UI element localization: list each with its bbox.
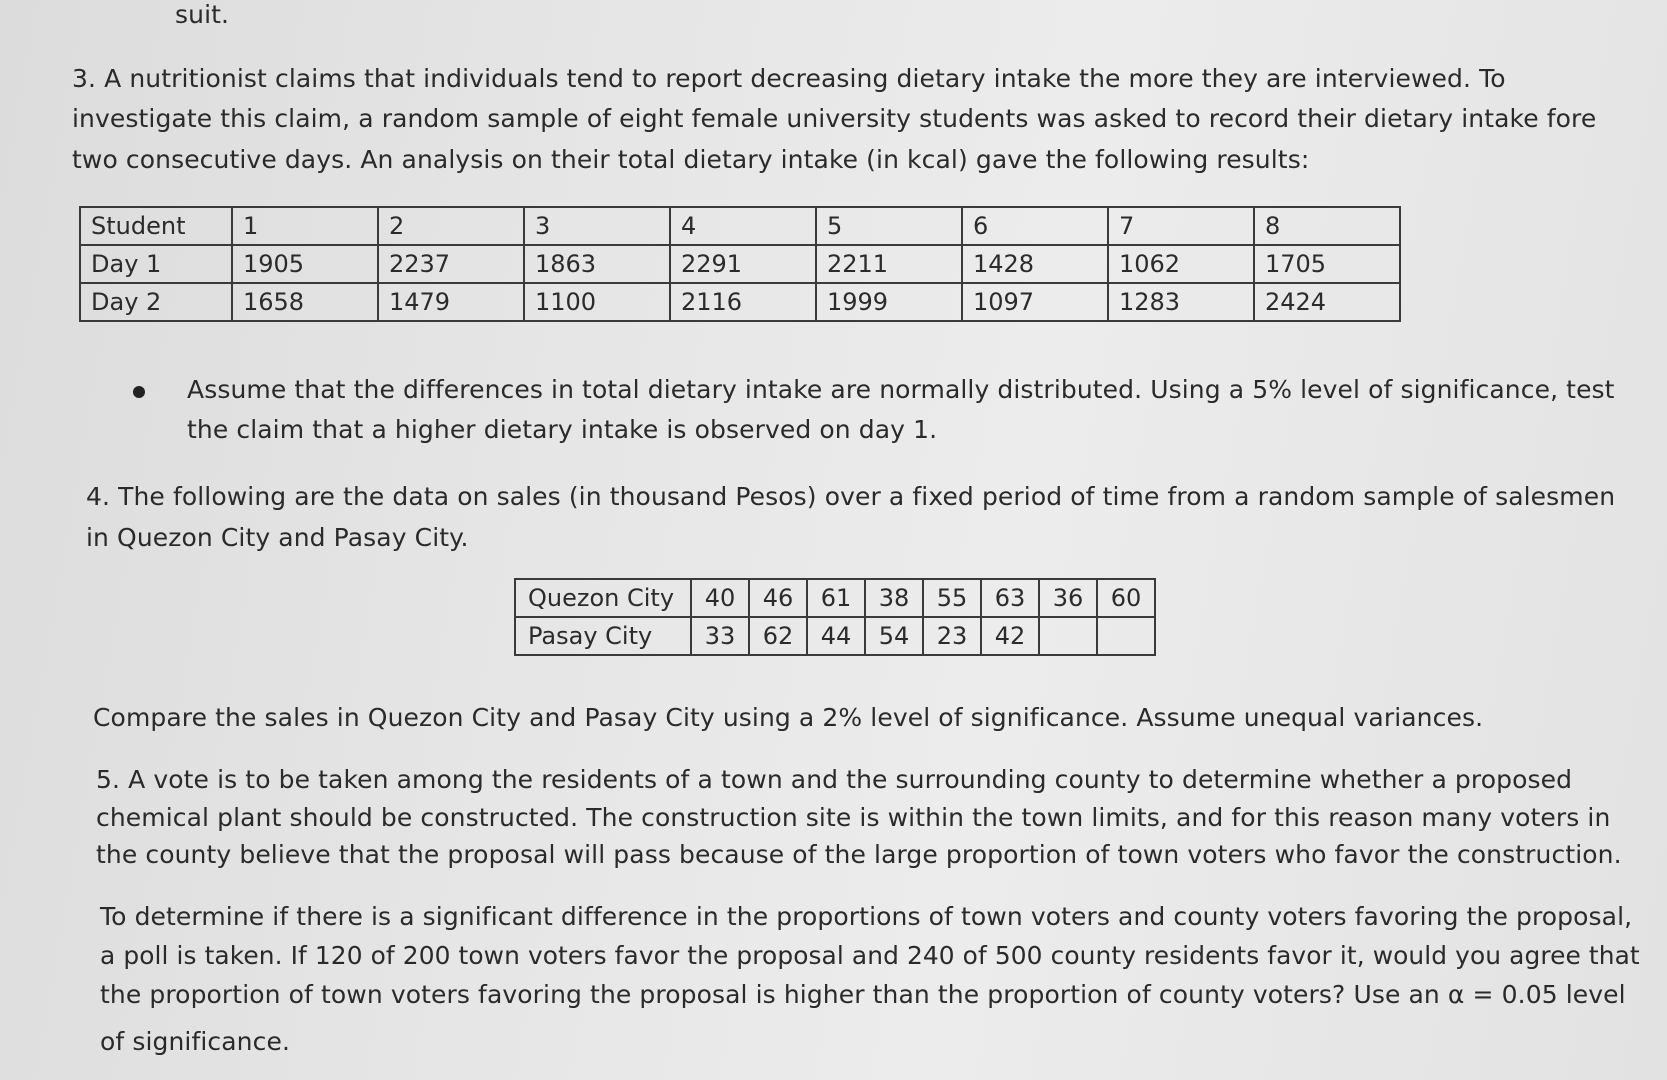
bullet-icon (133, 386, 145, 398)
table-cell: 33 (691, 617, 749, 655)
table-cell: 40 (691, 579, 749, 617)
table-cell: 2211 (816, 245, 962, 283)
q5-p2-line-3: the proportion of town voters favoring the proposal is higher than the proportion of county voters? Use an α = 0.05 level (100, 980, 1626, 1009)
table-cell: 3 (524, 207, 670, 245)
table-cell: 2291 (670, 245, 816, 283)
text-fragment: suit. (175, 0, 230, 29)
table-cell: 54 (865, 617, 923, 655)
table-cell: Pasay City (515, 617, 691, 655)
table-cell: 62 (749, 617, 807, 655)
table-cell: 63 (981, 579, 1039, 617)
q5-p1-line-1: 5. A vote is to be taken among the residents of a town and the surrounding county to determine whether a proposed (96, 765, 1573, 794)
table-cell: 2424 (1254, 283, 1400, 321)
q5-p1-line-2: chemical plant should be constructed. The construction site is within the town limits, and for this reason many voters in (96, 803, 1611, 832)
table-cell: 5 (816, 207, 962, 245)
dietary-intake-table (79, 206, 1401, 322)
table-row (80, 245, 1400, 283)
table-cell: 1658 (232, 283, 378, 321)
table-cell: 7 (1108, 207, 1254, 245)
table-row (515, 579, 1155, 617)
table-cell: 1 (232, 207, 378, 245)
table-cell: Student (80, 207, 232, 245)
table-cell: 44 (807, 617, 865, 655)
table-cell: 1705 (1254, 245, 1400, 283)
q3-line-2: investigate this claim, a random sample of eight female university students was asked to record their dietary intake fore (72, 104, 1597, 133)
table-cell: 1479 (378, 283, 524, 321)
q4-compare-text: Compare the sales in Quezon City and Pasay City using a 2% level of significance. Assume unequal variances. (93, 703, 1484, 732)
q4-line-2: in Quezon City and Pasay City. (86, 523, 469, 552)
q5-p2-line-4: of significance. (100, 1027, 291, 1056)
table-cell: 1905 (232, 245, 378, 283)
table-cell: 23 (923, 617, 981, 655)
table-cell: 46 (749, 579, 807, 617)
table-cell (1097, 617, 1155, 655)
table-cell: Day 2 (80, 283, 232, 321)
table-row (80, 283, 1400, 321)
table-cell: Quezon City (515, 579, 691, 617)
table-cell: 6 (962, 207, 1108, 245)
table-cell: 55 (923, 579, 981, 617)
table-cell: 1999 (816, 283, 962, 321)
q3-bullet-line-2: the claim that a higher dietary intake is observed on day 1. (187, 415, 938, 444)
q3-line-1: 3. A nutritionist claims that individuals tend to report decreasing dietary intake the more they are interviewed. To (72, 64, 1506, 93)
table-cell: 2 (378, 207, 524, 245)
table-cell (1039, 617, 1097, 655)
table-cell: 1283 (1108, 283, 1254, 321)
table-cell: 8 (1254, 207, 1400, 245)
table-cell: 61 (807, 579, 865, 617)
q5-p2-line-1: To determine if there is a significant difference in the proportions of town voters and county voters favoring the proposal, (100, 902, 1633, 931)
q5-p1-line-3: the county believe that the proposal will pass because of the large proportion of town voters who favor the construction. (96, 840, 1622, 869)
table-cell: 1097 (962, 283, 1108, 321)
table-cell: 2116 (670, 283, 816, 321)
table-cell: 60 (1097, 579, 1155, 617)
table-row (80, 207, 1400, 245)
table-cell: 1100 (524, 283, 670, 321)
q4-line-1: 4. The following are the data on sales (in thousand Pesos) over a fixed period of time from a random sample of salesmen (86, 482, 1616, 511)
table-cell: 1062 (1108, 245, 1254, 283)
q5-p2-line-2: a poll is taken. If 120 of 200 town voters favor the proposal and 240 of 500 county residents favor it, would you agree that (100, 941, 1640, 970)
q3-line-3: two consecutive days. An analysis on their total dietary intake (in kcal) gave the following results: (72, 145, 1310, 174)
table-cell: 2237 (378, 245, 524, 283)
table-cell: 4 (670, 207, 816, 245)
table-cell: Day 1 (80, 245, 232, 283)
table-cell: 38 (865, 579, 923, 617)
table-cell: 1428 (962, 245, 1108, 283)
q3-bullet-line-1: Assume that the differences in total dietary intake are normally distributed. Using a 5% level of significance, test (187, 375, 1615, 404)
table-cell: 1863 (524, 245, 670, 283)
table-row (515, 617, 1155, 655)
table-cell: 42 (981, 617, 1039, 655)
sales-table (514, 578, 1156, 656)
table-cell: 36 (1039, 579, 1097, 617)
